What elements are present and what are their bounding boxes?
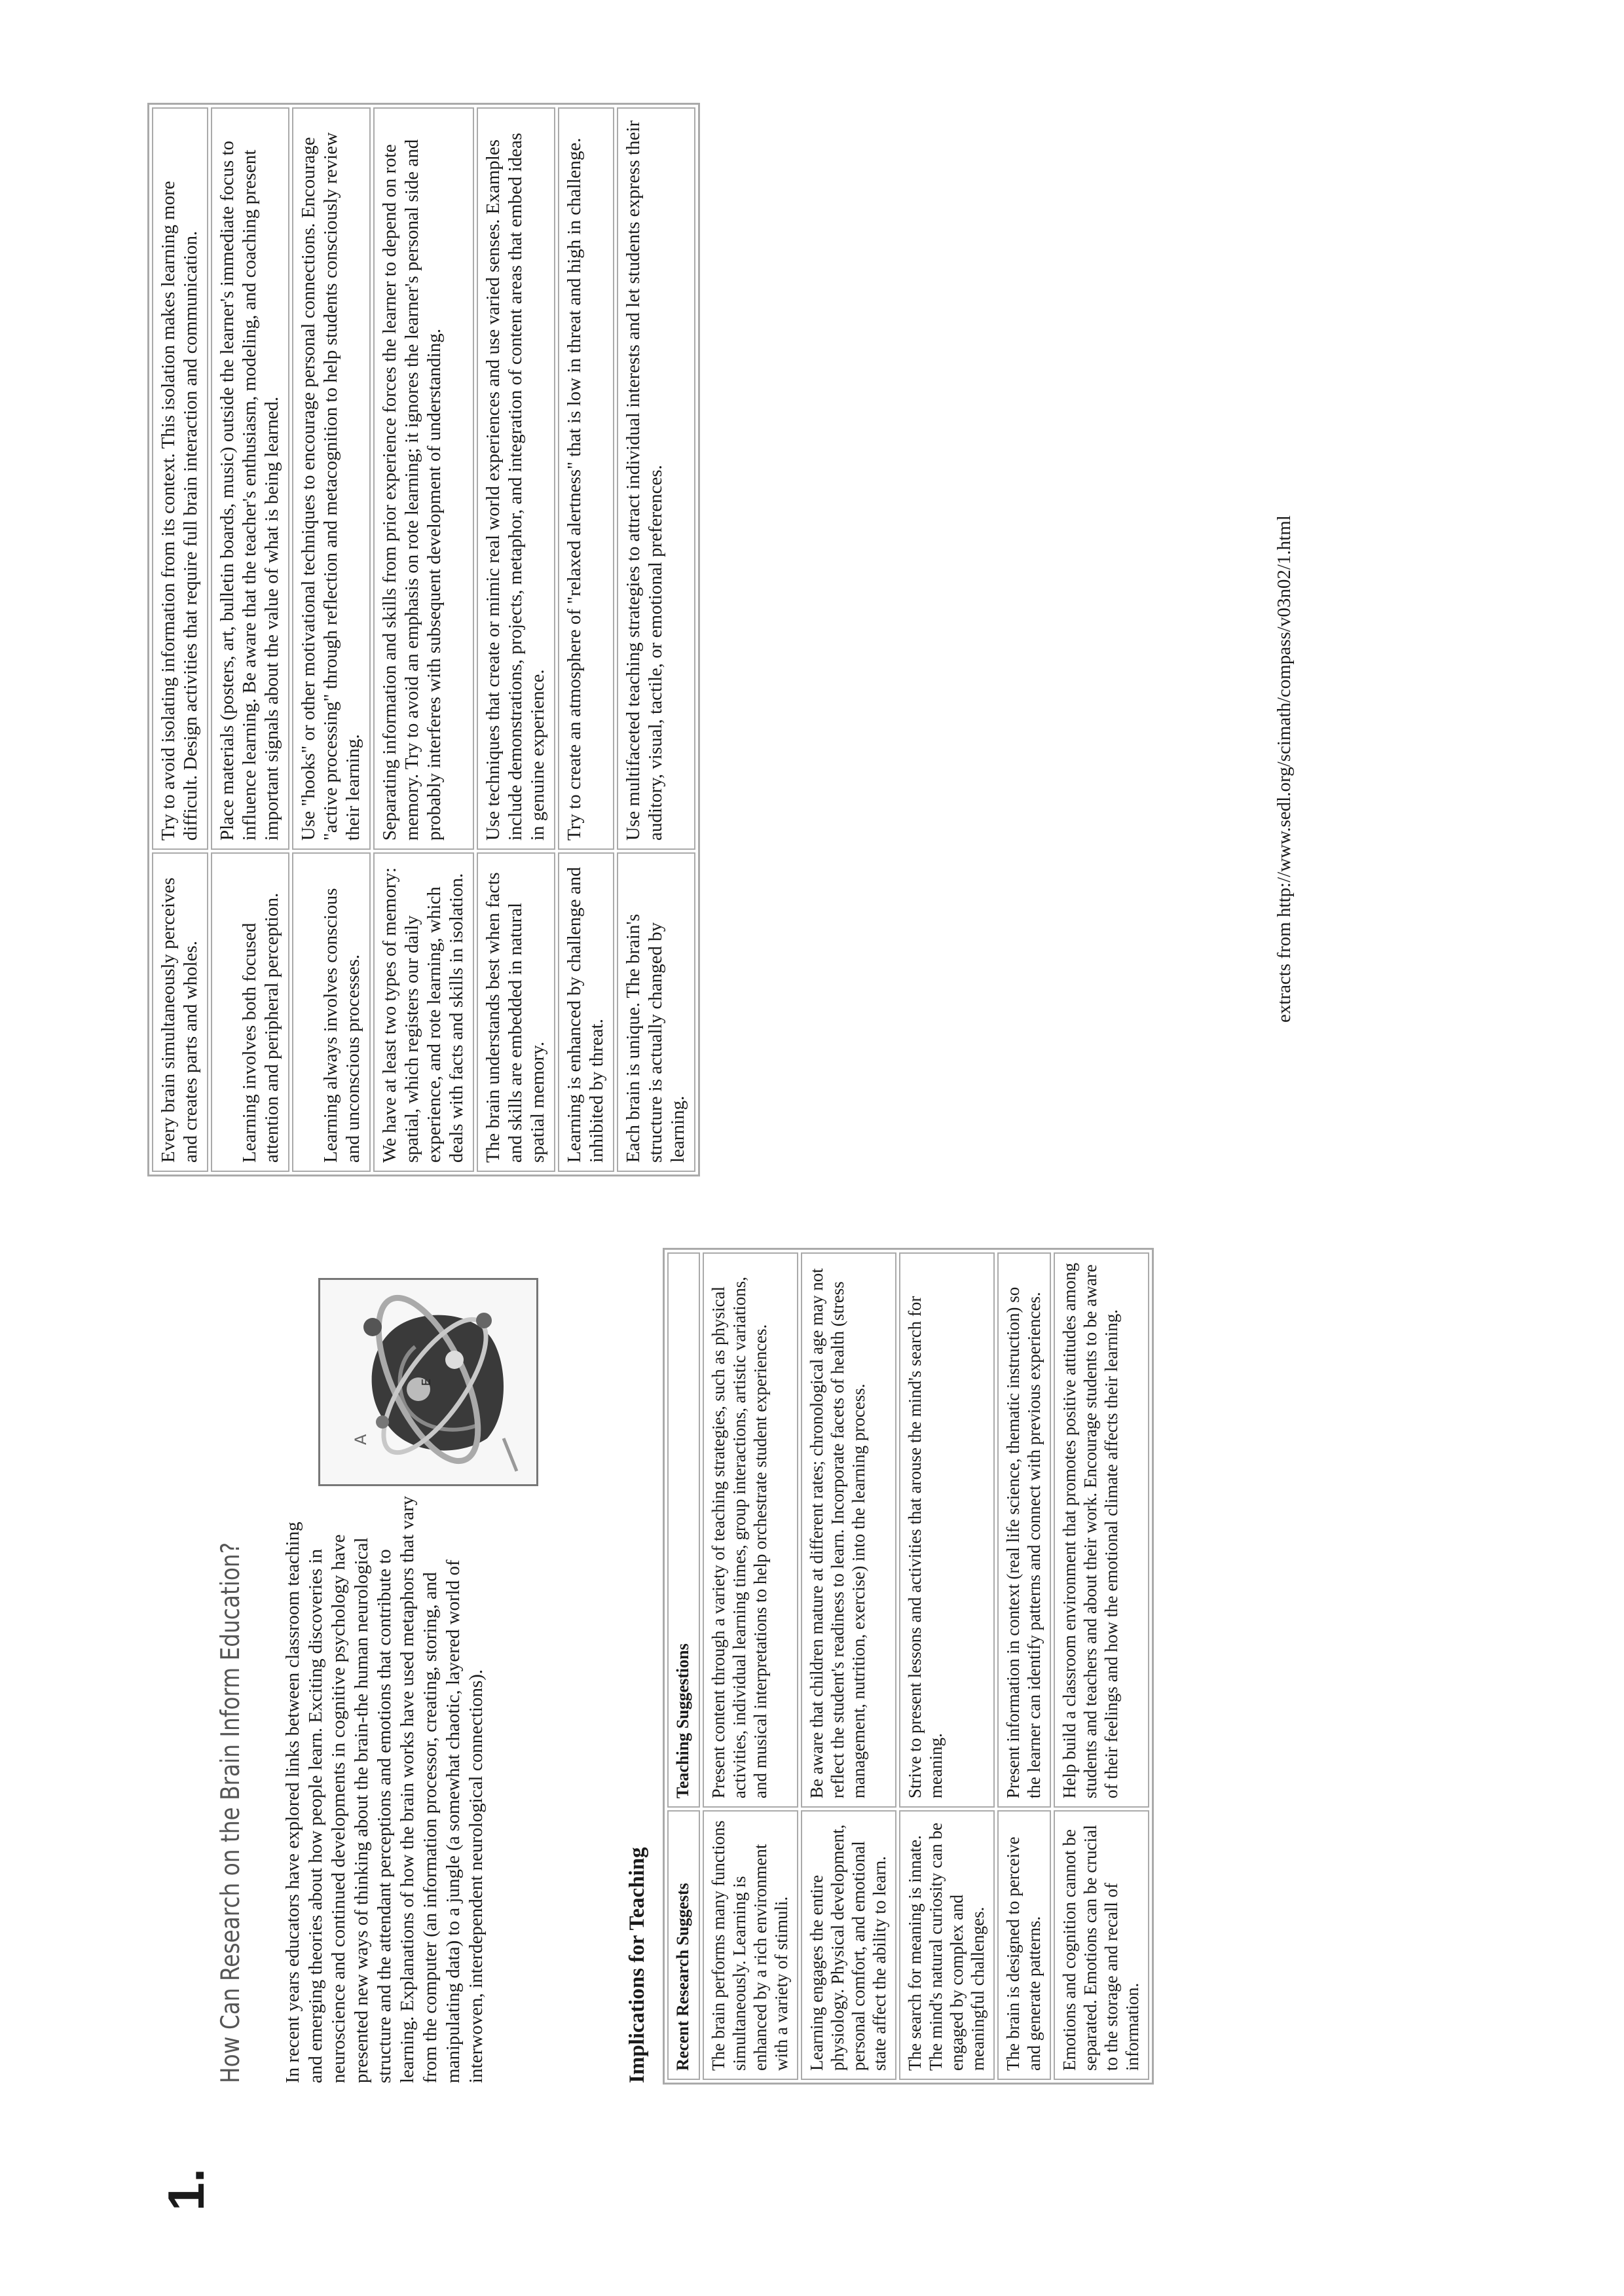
research-cell: Learning engages the entire physiology. Physical development, personal comfort, and emotional state affect the ability to learn. xyxy=(801,1810,896,2080)
teaching-cell: Try to create an atmosphere of "relaxed alertness" that is low in threat and high in challenge. xyxy=(558,107,614,850)
table-row xyxy=(211,107,289,1172)
teaching-cell: Use techniques that create or mimic real world experiences and use varied senses. Examples include demonstrations, projects, metaphor, and integration of content areas that embed ideas in genuine experience. xyxy=(477,107,555,850)
teaching-cell: Present information in context (real life science, thematic instruction) so the learner can identify patterns and connect with previous experiences. xyxy=(997,1252,1051,1808)
teaching-cell: Use "hooks" or other motivational techniques to encourage personal connections. Encourage "active processing" through reflection and metacognition to help students consciously review their learning. xyxy=(292,107,371,850)
research-cell: Learning always involves conscious and unconscious processes. xyxy=(292,852,371,1172)
research-cell: Each brain is unique. The brain's structure is actually changed by learning. xyxy=(617,852,695,1172)
header-research: Recent Research Suggests xyxy=(667,1810,700,2080)
table-row xyxy=(558,107,614,1172)
table-row xyxy=(152,107,208,1172)
table-row xyxy=(1054,1252,1149,2080)
research-cell: Learning is enhanced by challenge and inhibited by threat. xyxy=(558,852,614,1172)
svg-text:A: A xyxy=(352,1434,370,1445)
table-row xyxy=(292,107,371,1172)
table-row xyxy=(899,1252,995,2080)
implications-title: Implications for Teaching xyxy=(625,1847,649,2083)
section-number: 1. xyxy=(157,2168,215,2211)
header-teaching: Teaching Suggestions xyxy=(667,1252,700,1808)
table-header-row xyxy=(667,1252,700,2080)
teaching-cell: Separating information and skills from prior experience forces the learner to depend on rote memory. Try to avoid an emphasis on rote learning; it ignores the learner's personal side and probably interferes with subsequent development of understanding. xyxy=(373,107,474,850)
table-row xyxy=(373,107,474,1172)
brain-illustration-icon xyxy=(318,1278,538,1486)
intro-paragraph: In recent years educators have explored links between classroom teaching and emerging theories about how people learn. Exciting discoveries in neuroscience and continued developments in cognitive psychology have presented new ways of thinking about the brain-the human neurological structure and the attendant perceptions and emotions that contribute to learning. Explanations of how the brain works have used metaphors that vary from the computer (an information processor, creating, storing, and manipulating data) to a jungle (a somewhat chaotic, layered world of interwoven, interdependent neurological connections). xyxy=(282,1495,487,2083)
research-cell: Every brain simultaneously perceives and creates parts and wholes. xyxy=(152,852,208,1172)
table-row xyxy=(617,107,695,1172)
teaching-cell: Strive to present lessons and activities that arouse the mind's search for meaning. xyxy=(899,1252,995,1808)
research-table-left xyxy=(663,1248,1154,2085)
teaching-cell: Place materials (posters, art, bulletin boards, music) outside the learner's immediate focus to influence learning. Be aware that the teacher's enthusiasm, modeling, and coaching present important signals about the value of what is being learned. xyxy=(211,107,289,850)
research-cell: The search for meaning is innate. The mind's natural curiosity can be engaged by complex and meaningful challenges. xyxy=(899,1810,995,2080)
research-cell: The brain performs many functions simultaneously. Learning is enhanced by a rich environment with a variety of stimuli. xyxy=(703,1810,798,2080)
teaching-cell: Use multifaceted teaching strategies to attract individual interests and let students express their auditory, visual, tactile, or emotional preferences. xyxy=(617,107,695,850)
svg-text:E: E xyxy=(420,1378,434,1386)
table-row xyxy=(997,1252,1051,2080)
source-citation: extracts from http://www.sedl.org/scimath/compass/v03n02/1.html xyxy=(1274,515,1295,1023)
research-table-right xyxy=(147,103,700,1176)
teaching-cell: Be aware that children mature at different rates; chronological age may not reflect the student's readiness to learn. Incorporate facets of health (stress management, nutrition, exercise) into the learning process. xyxy=(801,1252,896,1808)
page-heading: How Can Research on the Brain Inform Education? xyxy=(216,1542,246,2083)
research-cell: Emotions and cognition cannot be separated. Emotions can be crucial to the storage and recall of information. xyxy=(1054,1810,1149,2080)
table-row xyxy=(703,1252,798,2080)
table-row xyxy=(801,1252,896,2080)
teaching-cell: Help build a classroom environment that promotes positive attitudes among students and teachers and about their work. Encourage students to be aware of their feelings and how the emotional climate affects their learning. xyxy=(1054,1252,1149,1808)
teaching-cell: Try to avoid isolating information from its context. This isolation makes learning more difficult. Design activities that require full brain interaction and communication. xyxy=(152,107,208,850)
research-cell: The brain is designed to perceive and generate patterns. xyxy=(997,1810,1051,2080)
research-cell: Learning involves both focused attention and peripheral perception. xyxy=(211,852,289,1172)
teaching-cell: Present content through a variety of teaching strategies, such as physical activities, individual learning times, group interactions, artistic variations, and musical interpretations to help orchestrate student experiences. xyxy=(703,1252,798,1808)
research-cell: The brain understands best when facts and skills are embedded in natural spatial memory. xyxy=(477,852,555,1172)
research-cell: We have at least two types of memory: spatial, which registers our daily experience, and rote learning, which deals with facts and skills in isolation. xyxy=(373,852,474,1172)
table-row xyxy=(477,107,555,1172)
